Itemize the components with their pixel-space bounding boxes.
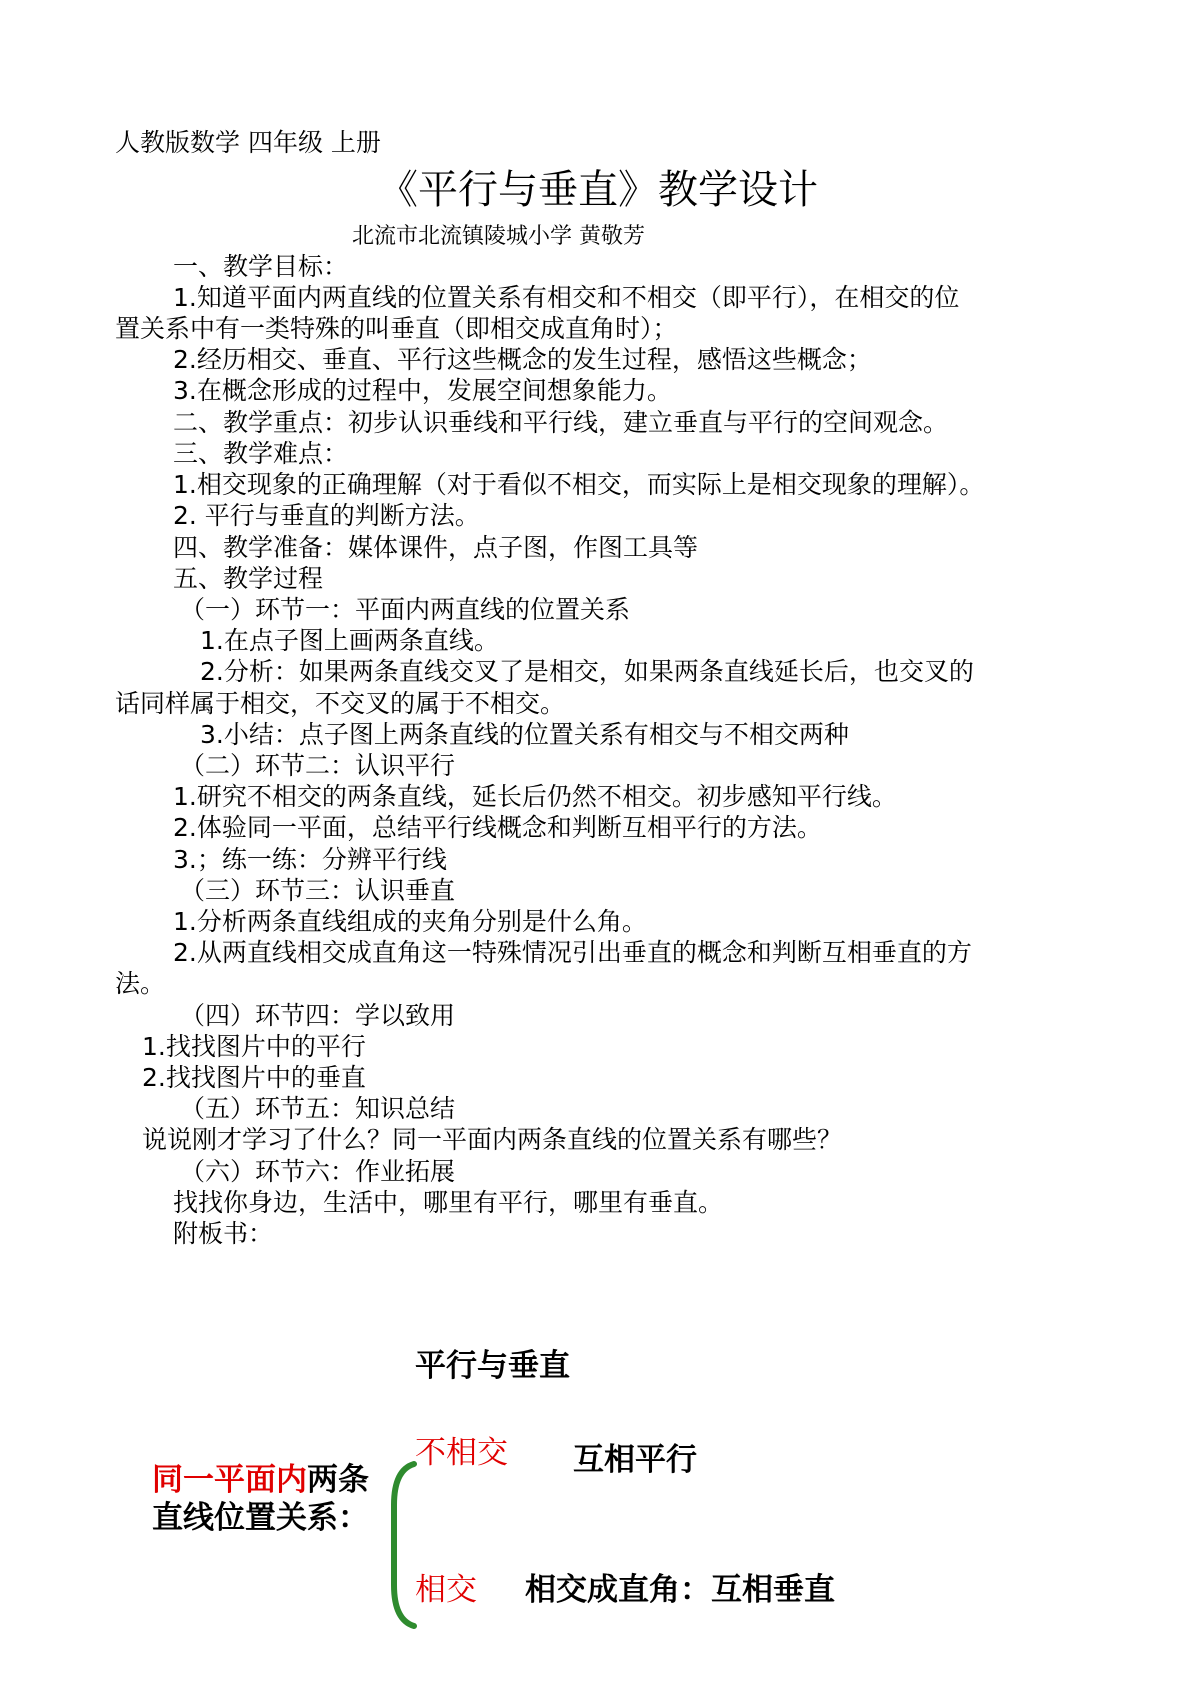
board-label: 附板书： <box>173 1219 274 1248</box>
stage-5-heading: （五）环节五：知识总结 <box>180 1094 456 1123</box>
stage-2-heading: （二）环节二：认识平行 <box>180 751 456 780</box>
stage-3-heading: （三）环节三：认识垂直 <box>180 876 456 905</box>
author-line: 北流市北流镇陵城小学 黄敬芳 <box>352 224 645 249</box>
stage-6-text: 找找你身边，生活中，哪里有平行，哪里有垂直。 <box>173 1188 724 1217</box>
stage-1-heading: （一）环节一：平面内两直线的位置关系 <box>180 595 631 624</box>
board-result-parallel: 互相平行 <box>573 1442 697 1478</box>
board-left-line-2: 直线位置关系： <box>152 1500 369 1536</box>
objective-1-line-1: 1.知道平面内两直线的位置关系有相交和不相交（即平行），在相交的位 <box>173 283 960 312</box>
objective-3: 3.在概念形成的过程中，发展空间想象能力。 <box>173 376 672 405</box>
stage-2-step-3: 3.；练一练：分辨平行线 <box>173 845 447 874</box>
stage-2-step-1: 1.研究不相交的两条直线，延长后仍然不相交。初步感知平行线。 <box>173 782 897 811</box>
stage-1-step-3: 3.小结：点子图上两条直线的位置关系有相交与不相交两种 <box>200 720 849 749</box>
difficulty-2: 2. 平行与垂直的判断方法。 <box>173 501 480 530</box>
stage-3-step-2-line-1: 2.从两直线相交成直角这一特殊情况引出垂直的概念和判断互相垂直的方 <box>173 938 972 967</box>
board-same-plane-text: 同一平面内 <box>152 1462 307 1498</box>
board-left-line-1 <box>152 1462 369 1498</box>
stage-6-heading: （六）环节六：作业拓展 <box>180 1157 456 1186</box>
stage-4-step-2: 2.找找图片中的垂直 <box>142 1063 366 1092</box>
edition-label: 人教版数学 四年级 上册 <box>115 128 381 157</box>
section-process: 五、教学过程 <box>173 564 324 593</box>
stage-2-step-2: 2.体验同一平面，总结平行线概念和判断互相平行的方法。 <box>173 813 822 842</box>
brace-icon <box>388 1460 418 1630</box>
stage-1-step-2-line-2: 话同样属于相交，不交叉的属于不相交。 <box>115 689 566 718</box>
stage-5-text: 说说刚才学习了什么？同一平面内两条直线的位置关系有哪些？ <box>142 1125 843 1154</box>
board-two-lines-text: 两条 <box>307 1462 369 1498</box>
board-branch-intersect: 相交 <box>415 1572 477 1608</box>
stage-1-step-1: 1.在点子图上画两条直线。 <box>200 626 499 655</box>
objective-2: 2.经历相交、垂直、平行这些概念的发生过程，感悟这些概念； <box>173 345 872 374</box>
stage-1-step-2-line-1: 2.分析：如果两条直线交叉了是相交，如果两条直线延长后，也交叉的 <box>200 657 974 686</box>
stage-3-step-1: 1.分析两条直线组成的夹角分别是什么角。 <box>173 907 647 936</box>
section-objectives: 一、教学目标： <box>173 252 349 281</box>
stage-4-step-1: 1.找找图片中的平行 <box>142 1032 366 1061</box>
objective-1-line-2: 置关系中有一类特殊的叫垂直（即相交成直角时）； <box>115 314 678 343</box>
section-preparation: 四、教学准备：媒体课件，点子图，作图工具等 <box>173 533 699 562</box>
section-key-points: 二、教学重点：初步认识垂线和平行线，建立垂直与平行的空间观念。 <box>173 408 949 437</box>
board-result-perpendicular: 相交成直角：互相垂直 <box>525 1572 835 1608</box>
stage-3-step-2-line-2: 法。 <box>115 969 166 998</box>
board-title: 平行与垂直 <box>415 1348 570 1384</box>
board-branch-not-intersect: 不相交 <box>415 1435 508 1471</box>
stage-4-heading: （四）环节四：学以致用 <box>180 1001 456 1030</box>
difficulty-1: 1.相交现象的正确理解（对于看似不相交，而实际上是相交现象的理解）。 <box>173 470 985 499</box>
page-title: 《平行与垂直》教学设计 <box>378 167 818 213</box>
section-difficulties: 三、教学难点： <box>173 439 349 468</box>
